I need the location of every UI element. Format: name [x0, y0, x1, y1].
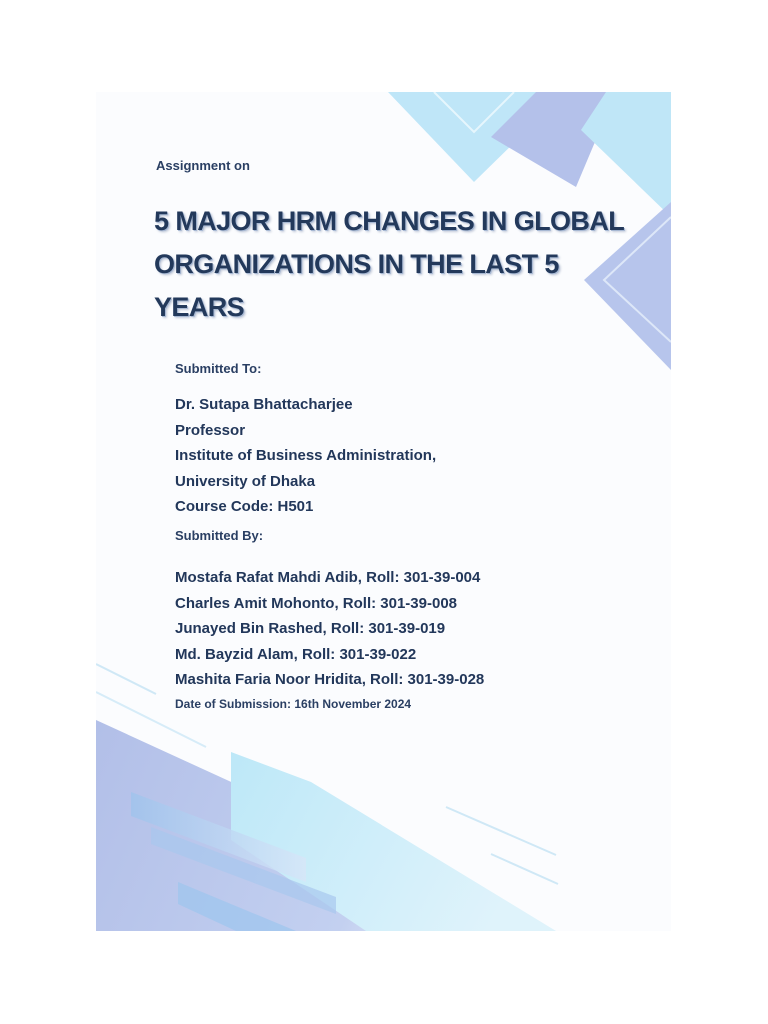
- supervisor-university: University of Dhaka: [175, 472, 316, 490]
- left-line-1: [96, 664, 156, 694]
- member-item: Junayed Bin Rashed, Roll: 301-39-019: [175, 620, 446, 637]
- supervisor-institute: Institute of Business Administration,: [175, 447, 437, 464]
- member-item: Mashita Faria Noor Hridita, Roll: 301-39-028: [175, 671, 485, 688]
- date-of-submission: Date of Submission: 16th November 2024: [175, 697, 412, 711]
- title-line-3: YEARS: [154, 292, 245, 322]
- member-item: Charles Amit Mohonto, Roll: 301-39-008: [175, 594, 457, 612]
- course-code: Course Code: H501: [175, 498, 314, 515]
- submitted-to-details: [175, 392, 436, 520]
- title-line-1: 5 MAJOR HRM CHANGES IN GLOBAL: [154, 206, 625, 236]
- supervisor-name: Dr. Sutapa Bhattacharjee: [175, 396, 353, 413]
- top-right-cyan: [581, 92, 671, 217]
- member-item: Mostafa Rafat Mahdi Adib, Roll: 301-39-004: [175, 569, 481, 586]
- title-line-2: ORGANIZATIONS IN THE LAST 5: [154, 249, 559, 279]
- submitted-to-label: Submitted To:: [175, 361, 262, 376]
- cover-page: [96, 92, 671, 931]
- member-item: Md. Bayzid Alam, Roll: 301-39-022: [175, 645, 417, 663]
- supervisor-designation: Professor: [175, 421, 246, 439]
- right-line-2: [491, 854, 558, 884]
- submitted-by-label: Submitted By:: [175, 528, 264, 543]
- submitted-by-members: [175, 565, 484, 693]
- assignment-label: Assignment on: [156, 158, 250, 173]
- right-line-1: [446, 807, 556, 855]
- assignment-title: [154, 200, 634, 329]
